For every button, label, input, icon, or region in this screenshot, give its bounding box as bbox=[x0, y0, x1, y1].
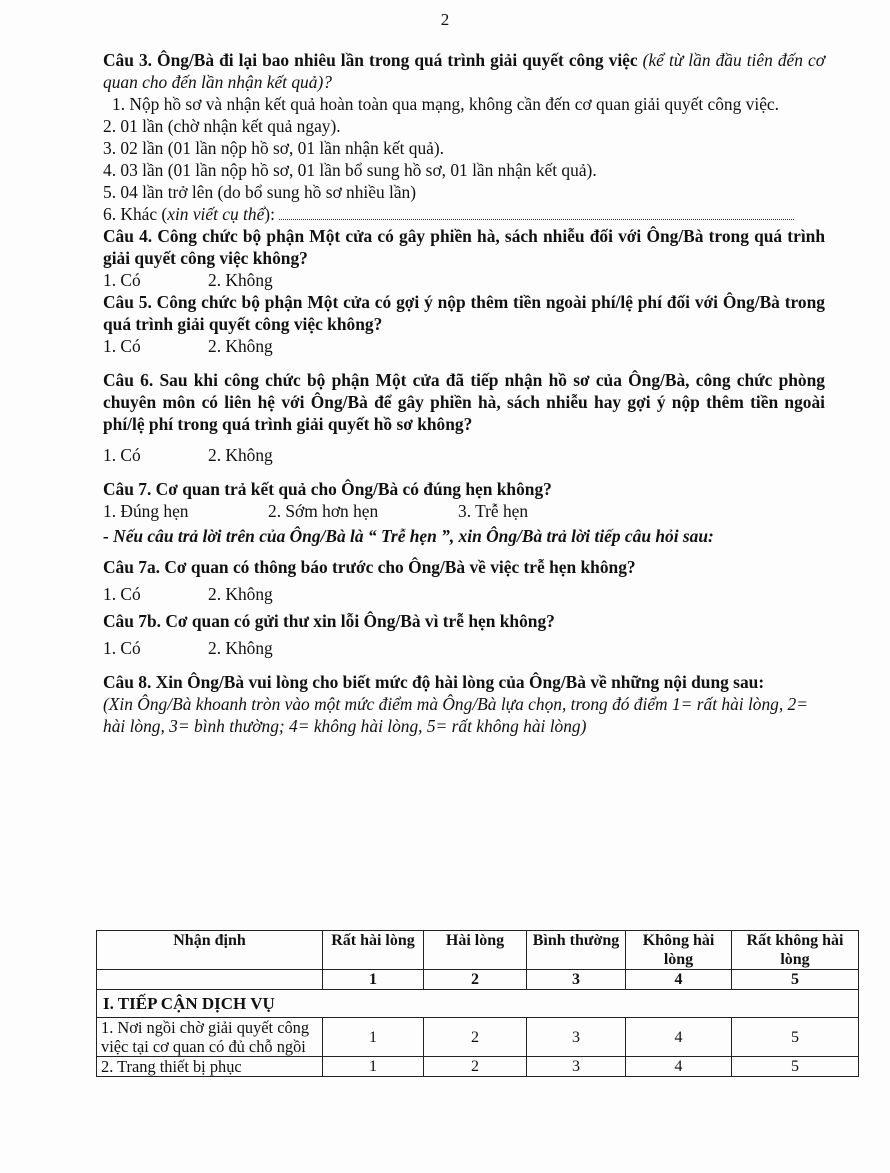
q7b-option-no[interactable]: 2. Không bbox=[208, 638, 273, 658]
header-very-satisfied: Rất hài lòng bbox=[323, 931, 424, 970]
q8-instruction: (Xin Ông/Bà khoanh tròn vào một mức điểm mà Ông/Bà lựa chọn, trong đó điểm 1= rất hài lòng, 2= hài lòng, 3= bình thường; 4= không hài lòng, 5= rất không hài lòng) bbox=[103, 694, 808, 736]
q7b-title: Câu 7b. Cơ quan có gửi thư xin lỗi Ông/Bà vì trễ hẹn không? bbox=[103, 611, 555, 631]
q7-title: Câu 7. Cơ quan trả kết quả cho Ông/Bà có đúng hẹn không? bbox=[103, 479, 552, 499]
q7-options bbox=[103, 500, 825, 522]
satisfaction-table bbox=[96, 930, 859, 1077]
q7-option-early[interactable]: 2. Sớm hơn hẹn bbox=[268, 501, 379, 521]
q5-title: Câu 5. Công chức bộ phận Một cửa có gợi ý nộp thêm tiền ngoài phí/lệ phí đối với Ông/Bà trong quá trình giải quyết công việc không? bbox=[103, 292, 825, 334]
header-satisfied: Hài lòng bbox=[424, 931, 527, 970]
q5-options bbox=[103, 335, 825, 357]
q7a-option-yes[interactable]: 1. Có bbox=[103, 584, 141, 604]
row-2-score-5[interactable]: 5 bbox=[732, 1057, 859, 1077]
page-number: 2 bbox=[440, 10, 450, 29]
table-row bbox=[97, 1057, 859, 1077]
row-1-label: 1. Nơi ngồi chờ giải quyết công việc tại cơ quan có đủ chỗ ngồi bbox=[97, 1018, 323, 1057]
scale-4: 4 bbox=[626, 970, 732, 990]
q3-other-fill-line[interactable] bbox=[279, 205, 794, 220]
table-header-row bbox=[97, 931, 859, 970]
scale-2: 2 bbox=[424, 970, 527, 990]
q3-option-5: 5. 04 lần trở lên (do bổ sung hồ sơ nhiều lần) bbox=[103, 182, 417, 202]
table-scale-row bbox=[97, 970, 859, 990]
header-not-satisfied: Không hài lòng bbox=[626, 931, 732, 970]
survey-content bbox=[103, 49, 825, 737]
table-section-row bbox=[97, 990, 859, 1018]
row-1-score-4[interactable]: 4 bbox=[626, 1018, 732, 1057]
row-1-score-5[interactable]: 5 bbox=[732, 1018, 859, 1057]
q7-option-late[interactable]: 3. Trễ hẹn bbox=[458, 501, 529, 521]
q7a-option-no[interactable]: 2. Không bbox=[208, 584, 273, 604]
row-2-label: 2. Trang thiết bị phục bbox=[97, 1057, 323, 1077]
q5-option-no[interactable]: 2. Không bbox=[208, 336, 273, 356]
header-very-not-satisfied: Rất không hài lòng bbox=[732, 931, 859, 970]
q3-title-italic: (kể từ lần đầu tiên đến cơ quan cho đến lần nhận kết quả)? bbox=[103, 50, 825, 92]
q3-title bbox=[103, 49, 825, 93]
q6-title: Câu 6. Sau khi công chức bộ phận Một cửa đã tiếp nhận hồ sơ của Ông/Bà, công chức phòng chuyên môn có liên hệ với Ông/Bà để gây phiền hà, sách nhiễu hay gợi ý nộp thêm tiền ngoài phí/lệ phí trong quá trình giải quyết hồ sơ không? bbox=[103, 370, 825, 434]
row-2-score-1[interactable]: 1 bbox=[323, 1057, 424, 1077]
scale-5: 5 bbox=[732, 970, 859, 990]
q4-option-no[interactable]: 2. Không bbox=[208, 270, 273, 290]
q3-option-4: 4. 03 lần (01 lần nộp hồ sơ, 01 lần bổ sung hồ sơ, 01 lần nhận kết quả). bbox=[103, 160, 597, 180]
q4-option-yes[interactable]: 1. Có bbox=[103, 270, 141, 290]
q8-title: Câu 8. Xin Ông/Bà vui lòng cho biết mức độ hài lòng của Ông/Bà về những nội dung sau: bbox=[103, 672, 765, 692]
q6-options bbox=[103, 444, 825, 466]
header-statement: Nhận định bbox=[97, 931, 323, 970]
scale-empty-cell bbox=[97, 970, 323, 990]
q3-other-italic: xin viết cụ thể bbox=[167, 204, 265, 224]
header-neutral: Bình thường bbox=[527, 931, 626, 970]
q4-options bbox=[103, 269, 825, 291]
q6-option-yes[interactable]: 1. Có bbox=[103, 445, 141, 465]
section-access-to-service: I. TIẾP CẬN DỊCH VỤ bbox=[97, 990, 859, 1018]
row-1-score-1[interactable]: 1 bbox=[323, 1018, 424, 1057]
q3-option-6 bbox=[103, 203, 825, 225]
q3-other-prefix: 6. Khác ( bbox=[103, 204, 168, 224]
q7-followup-note: - Nếu câu trả lời trên của Ông/Bà là “ Trễ hẹn ”, xin Ông/Bà trả lời tiếp câu hỏi sau: bbox=[103, 526, 714, 546]
q3-option-1: 1. Nộp hồ sơ và nhận kết quả hoàn toàn qua mạng, không cần đến cơ quan giải quyết công việc. bbox=[112, 94, 779, 114]
q7a-title: Câu 7a. Cơ quan có thông báo trước cho Ông/Bà về việc trễ hẹn không? bbox=[103, 557, 636, 577]
q4-title: Câu 4. Công chức bộ phận Một cửa có gây phiền hà, sách nhiễu đối với Ông/Bà trong quá trình giải quyết công việc không? bbox=[103, 226, 825, 268]
q5-option-yes[interactable]: 1. Có bbox=[103, 336, 141, 356]
q7a-options bbox=[103, 583, 825, 605]
q3-title-bold: Câu 3. Ông/Bà đi lại bao nhiêu lần trong quá trình giải quyết công việc bbox=[103, 50, 638, 70]
scale-1: 1 bbox=[323, 970, 424, 990]
scale-3: 3 bbox=[527, 970, 626, 990]
q3-option-3: 3. 02 lần (01 lần nộp hồ sơ, 01 lần nhận kết quả). bbox=[103, 138, 445, 158]
table-row bbox=[97, 1018, 859, 1057]
q3-other-suffix: ): bbox=[264, 204, 275, 224]
row-2-score-3[interactable]: 3 bbox=[527, 1057, 626, 1077]
q3-option-2: 2. 01 lần (chờ nhận kết quả ngay). bbox=[103, 116, 341, 136]
row-2-score-2[interactable]: 2 bbox=[424, 1057, 527, 1077]
row-1-score-2[interactable]: 2 bbox=[424, 1018, 527, 1057]
row-2-score-4[interactable]: 4 bbox=[626, 1057, 732, 1077]
q7b-options bbox=[103, 637, 825, 659]
q7-option-on-time[interactable]: 1. Đúng hẹn bbox=[103, 501, 189, 521]
q7b-option-yes[interactable]: 1. Có bbox=[103, 638, 141, 658]
row-1-score-3[interactable]: 3 bbox=[527, 1018, 626, 1057]
q6-option-no[interactable]: 2. Không bbox=[208, 445, 273, 465]
